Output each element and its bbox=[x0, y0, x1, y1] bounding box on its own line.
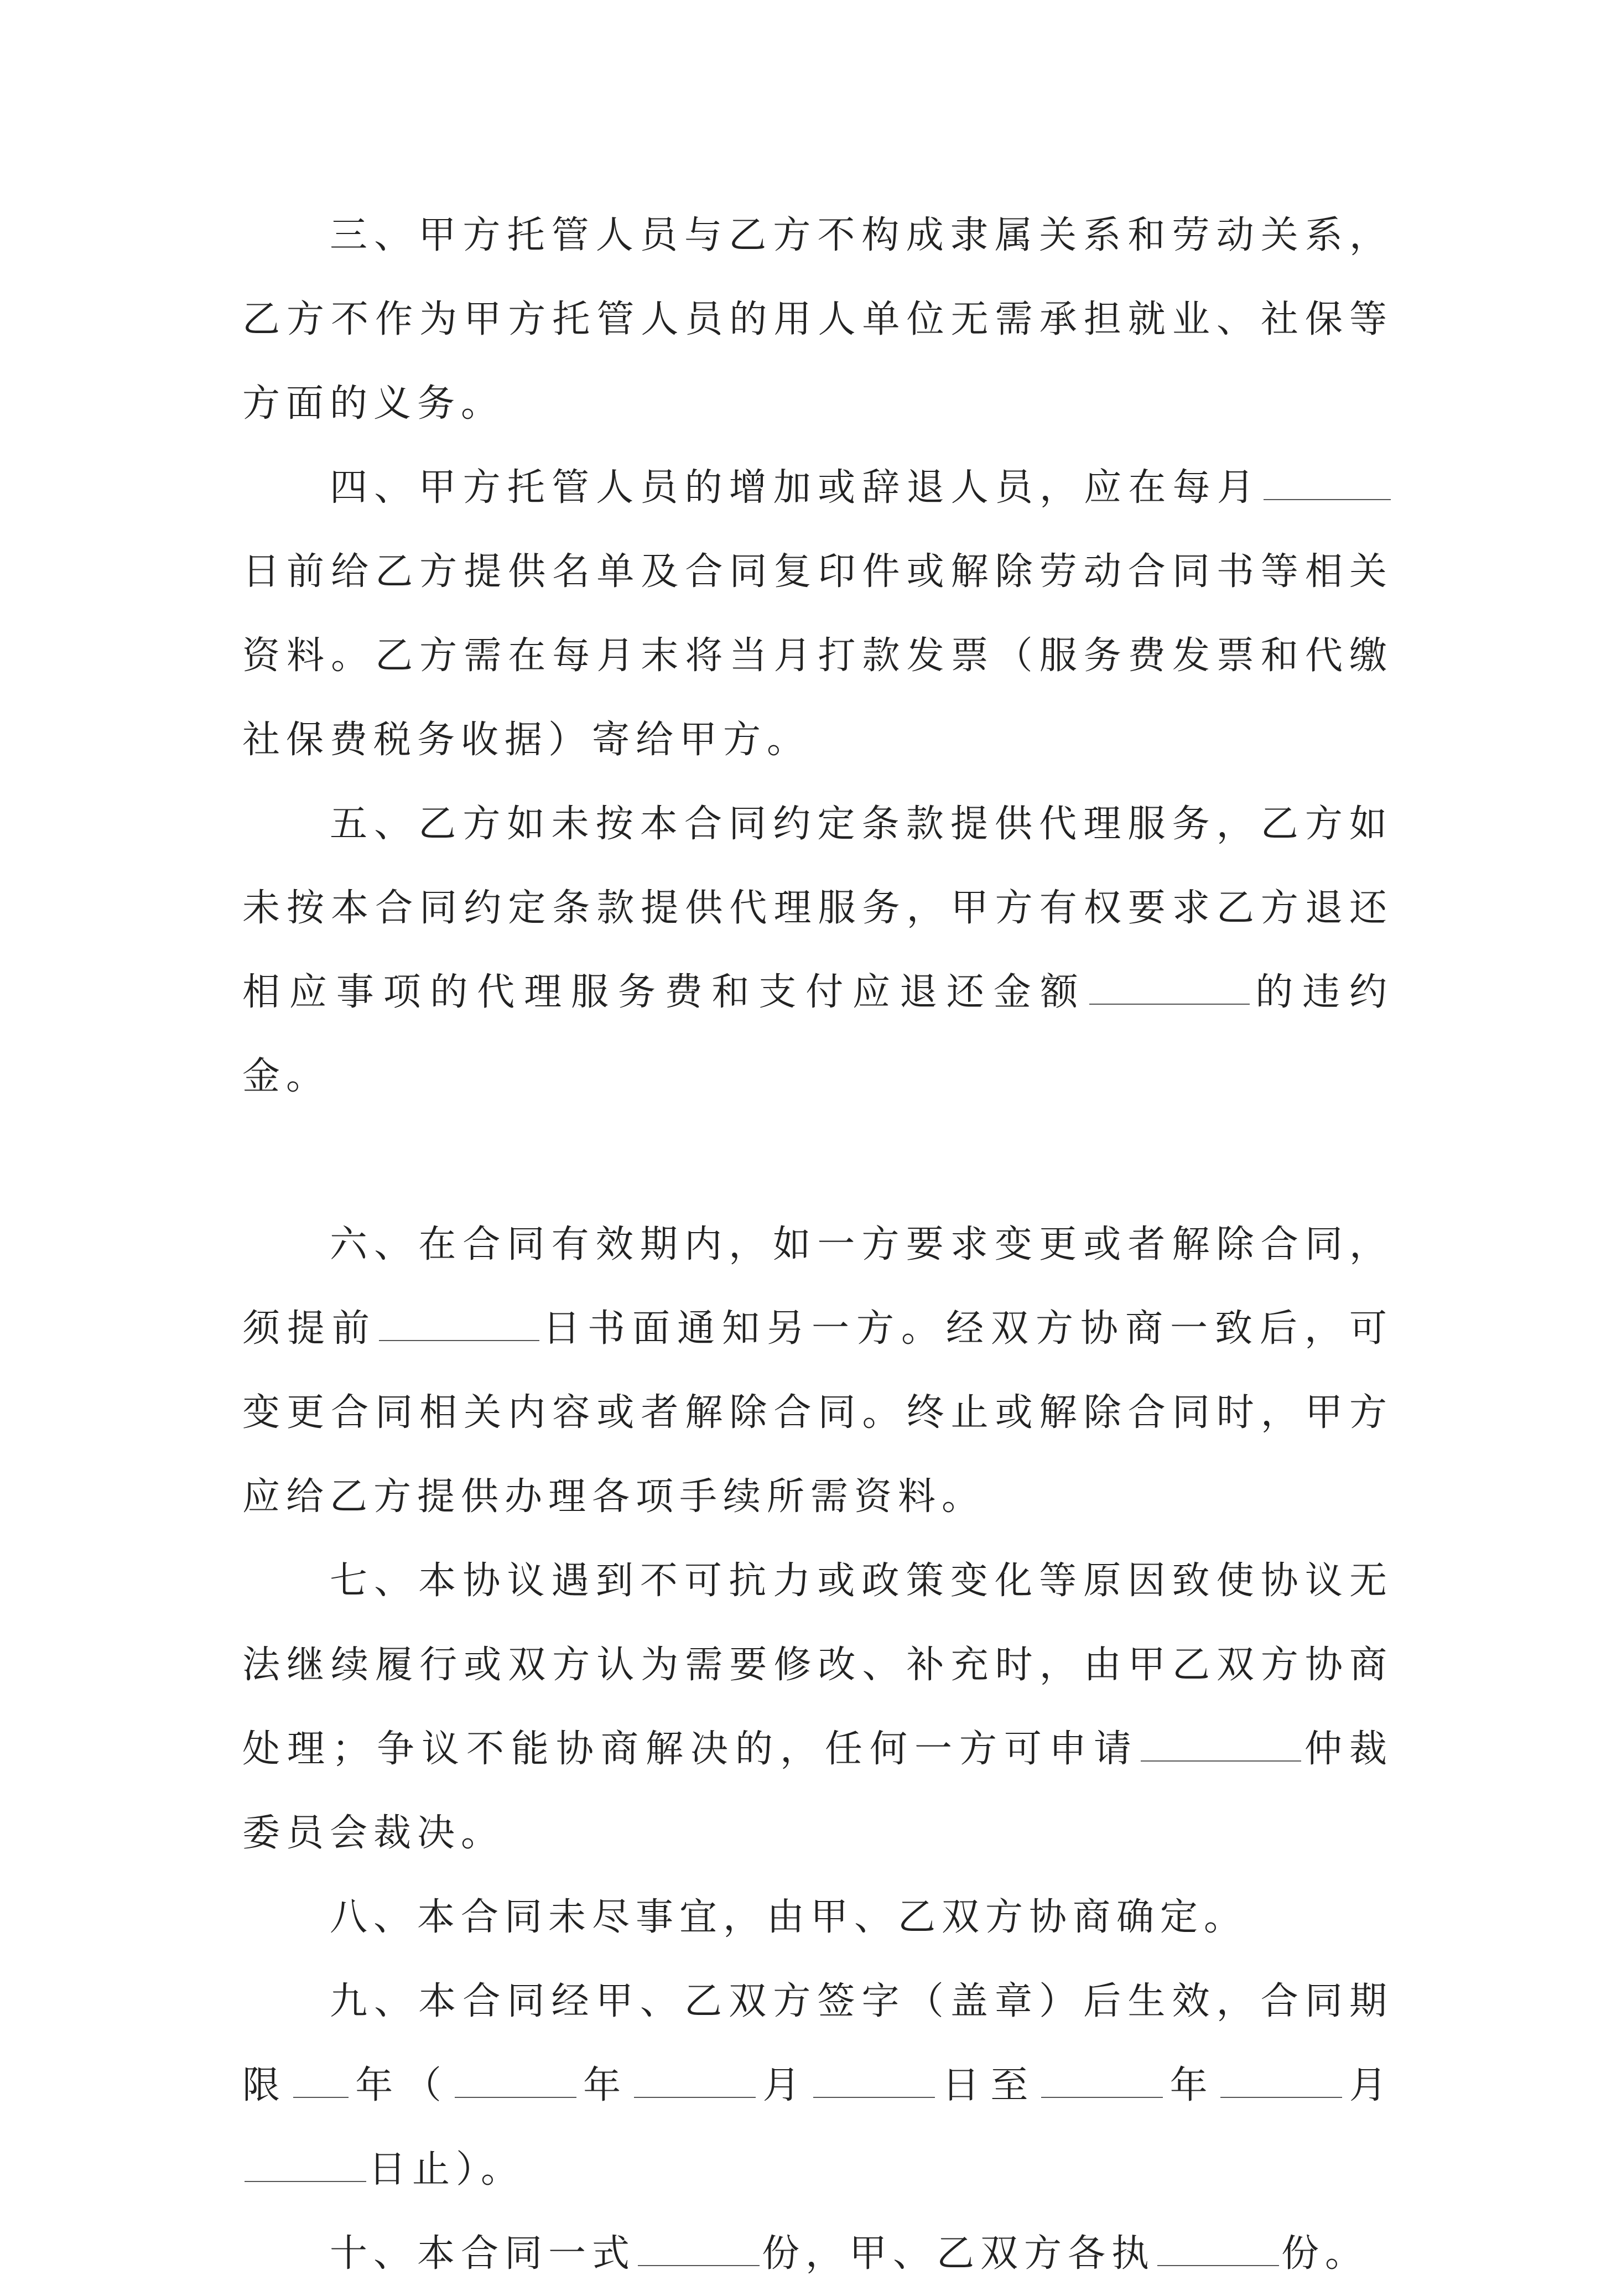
clause-3 bbox=[242, 194, 1393, 446]
clause-5-text-b: 的违约金。 bbox=[242, 970, 1393, 1098]
clause-7-text-a: 七、本协议遇到不可抗力或政策变化等原因致使协议无法继续履行或双方认为需要修改、补充时，由甲乙双方协商处理；争议不能协商解决的，任何一方可申请 bbox=[242, 1559, 1393, 1771]
clause-8-text: 八、本合同未尽事宜，由甲、乙双方协商确定。 bbox=[330, 1895, 1248, 1939]
clause-5-text-a: 五、乙方如未按本合同约定条款提供代理服务，乙方如未按本合同约定条款提供代理服务，甲方有权要求乙方退还相应事项的代理服务费和支付应退还金额 bbox=[242, 802, 1393, 1014]
clause-9-text-h: 日止）。 bbox=[368, 2148, 525, 2191]
clause-5 bbox=[242, 782, 1393, 1119]
clause-9-start-day-blank bbox=[813, 2059, 935, 2098]
clause-9-text-b: 年（ bbox=[350, 2064, 453, 2107]
clause-6-text-a: 六、在合同有效期内，如一方要求变更或者解除合同，须提前 bbox=[242, 1223, 1393, 1350]
clause-9-end-month-blank bbox=[1220, 2059, 1342, 2098]
clause-9-start-year-blank bbox=[455, 2059, 576, 2098]
paragraph-gap bbox=[242, 1119, 1393, 1203]
clause-9-text-f: 年 bbox=[1165, 2064, 1219, 2107]
clause-7-text-b: 仲裁委员会裁决。 bbox=[242, 1727, 1393, 1855]
clause-9-term-blank bbox=[293, 2059, 349, 2098]
clause-9-text-c: 年 bbox=[578, 2064, 632, 2107]
clause-10-copies-blank bbox=[638, 2227, 760, 2266]
clause-10-text-a: 十、本合同一式 bbox=[330, 2232, 636, 2276]
clause-9-text-a: 九、本合同经甲、乙双方签字（盖章）后生效，合同期限 bbox=[242, 1980, 1393, 2107]
clause-9-end-day-blank bbox=[245, 2143, 366, 2182]
clause-5-amount-blank bbox=[1089, 966, 1250, 1005]
clause-10-text-c: 份。 bbox=[1281, 2232, 1369, 2276]
clause-10-text-b: 份，甲、乙双方各执 bbox=[762, 2232, 1156, 2276]
clause-9-start-month-blank bbox=[634, 2059, 756, 2098]
clause-9-text-d: 月 bbox=[757, 2064, 812, 2107]
clause-7 bbox=[242, 1539, 1393, 1876]
clause-8 bbox=[242, 1876, 1393, 1960]
clause-4-text-b: 日前给乙方提供名单及合同复印件或解除劳动合同书等相关资料。乙方需在每月末将当月打款发票（服务费发票和代缴社保费税务收据）寄给甲方。 bbox=[242, 550, 1393, 762]
clause-10 bbox=[242, 2212, 1393, 2296]
clause-4-day-blank bbox=[1264, 461, 1391, 500]
clause-10-each-blank bbox=[1157, 2227, 1279, 2266]
clause-3-text: 三、甲方托管人员与乙方不构成隶属关系和劳动关系，乙方不作为甲方托管人员的用人单位无需承担就业、社保等方面的义务。 bbox=[242, 214, 1393, 425]
clause-9-text-g: 月 bbox=[1344, 2064, 1393, 2107]
clause-6 bbox=[242, 1203, 1393, 1539]
contract-body bbox=[242, 194, 1393, 2296]
clause-4-text-a: 四、甲方托管人员的增加或辞退人员，应在每月 bbox=[330, 466, 1261, 510]
clause-9-text-e: 日至 bbox=[937, 2064, 1039, 2107]
clause-6-text-b: 日书面通知另一方。经双方协商一致后，可变更合同相关内容或者解除合同。终止或解除合同时，甲方应给乙方提供办理各项手续所需资料。 bbox=[242, 1307, 1393, 1519]
clause-9 bbox=[242, 1960, 1393, 2212]
clause-4 bbox=[242, 446, 1393, 782]
clause-7-arbitration-blank bbox=[1141, 1723, 1301, 1762]
clause-9-end-year-blank bbox=[1041, 2059, 1163, 2098]
clause-6-days-blank bbox=[379, 1302, 539, 1341]
